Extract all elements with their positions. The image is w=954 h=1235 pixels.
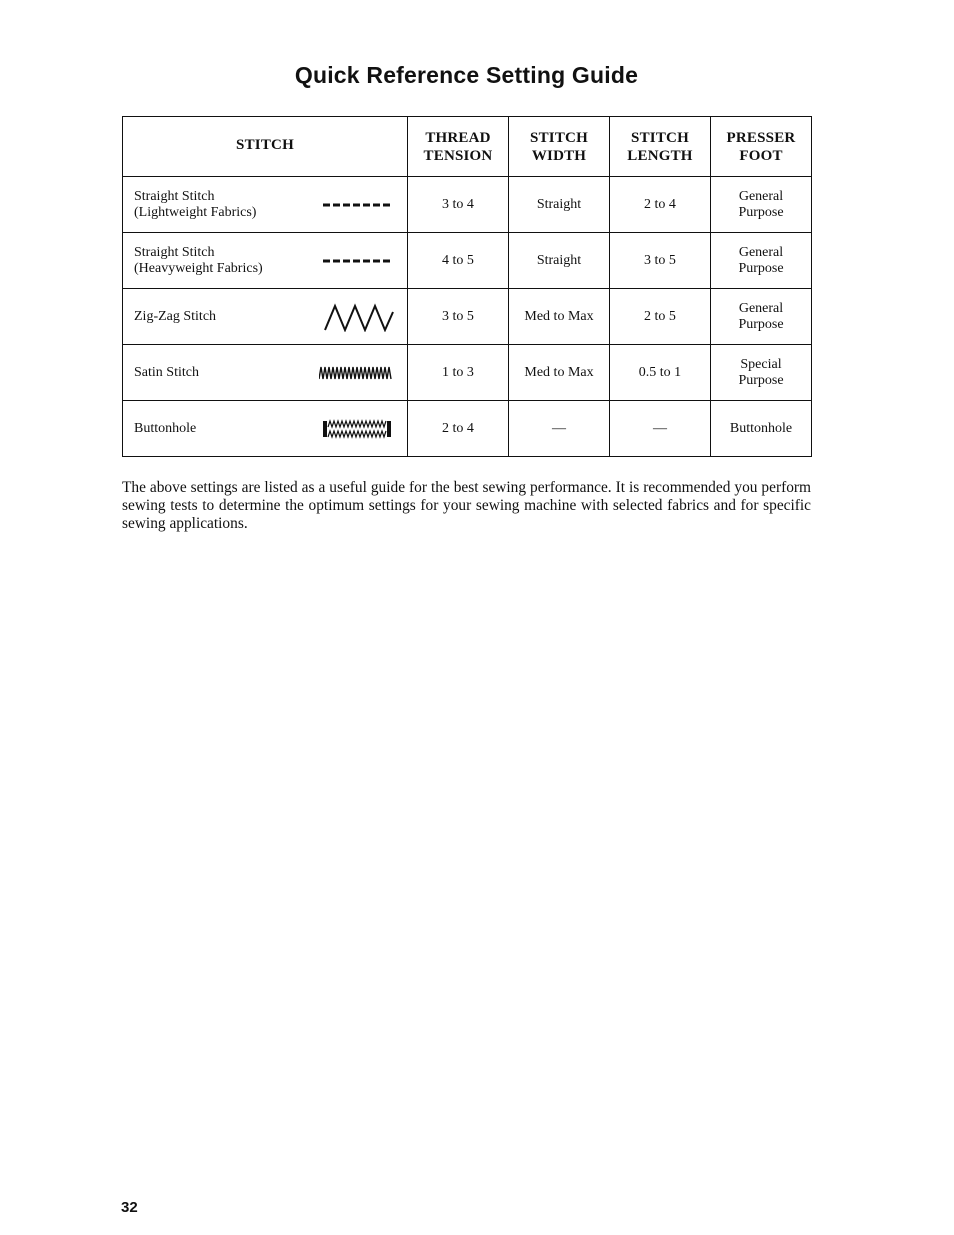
- thread-tension-cell: 3 to 4: [408, 177, 509, 233]
- thread-tension-cell: 3 to 5: [408, 289, 509, 345]
- stitch-width-cell: Med to Max: [509, 289, 610, 345]
- table-row: [123, 345, 812, 401]
- stitch-length-cell: 3 to 5: [610, 233, 711, 289]
- thread-tension-cell: 4 to 5: [408, 233, 509, 289]
- stitch-length-cell: 0.5 to 1: [610, 345, 711, 401]
- header-stitch-length: STITCH LENGTH: [610, 117, 711, 177]
- header-thread-tension: THREAD TENSION: [408, 117, 509, 177]
- buttonhole-stitch-icon: [322, 419, 392, 439]
- header-stitch: STITCH: [123, 117, 408, 177]
- zigzag-stitch-icon: [323, 302, 395, 332]
- stitch-name-line1: Satin Stitch: [134, 364, 199, 380]
- header-stitch-width: STITCH WIDTH: [509, 117, 610, 177]
- stitch-length-cell: 2 to 5: [610, 289, 711, 345]
- stitch-name-line1: Straight Stitch: [134, 244, 215, 260]
- table-row: [123, 233, 812, 289]
- stitch-name-line1: Buttonhole: [134, 420, 197, 436]
- table-row: [123, 177, 812, 233]
- stitch-cell: [123, 401, 408, 457]
- settings-table: [122, 116, 812, 457]
- presser-foot-cell: Special Purpose: [711, 345, 812, 401]
- stitch-cell: [123, 345, 408, 401]
- presser-foot-cell: Buttonhole: [711, 401, 812, 457]
- stitch-name-line1: Straight Stitch: [134, 188, 215, 204]
- presser-foot-cell: General Purpose: [711, 289, 812, 345]
- straight-stitch-icon: [323, 202, 393, 208]
- stitch-cell: [123, 177, 408, 233]
- stitch-width-cell: Straight: [509, 177, 610, 233]
- straight-stitch-icon: [323, 258, 393, 264]
- stitch-name-line1: Zig-Zag Stitch: [134, 308, 217, 324]
- table-row: [123, 401, 812, 457]
- stitch-name-line2: (Lightweight Fabrics): [134, 204, 257, 220]
- table-header-row: [123, 117, 812, 177]
- page-title: Quick Reference Setting Guide: [294, 62, 639, 88]
- presser-foot-cell: General Purpose: [711, 233, 812, 289]
- stitch-width-cell: Straight: [509, 233, 610, 289]
- guide-paragraph: The above settings are listed as a useful guide for the best sewing performance. It is recommended you perform sewing tests to determine the optimum settings for your sewing machine with selected fabrics and for specific sewing applications.: [122, 479, 811, 533]
- stitch-name-line2: (Heavyweight Fabrics): [134, 260, 263, 276]
- header-presser-foot: PRESSER FOOT: [711, 117, 812, 177]
- thread-tension-cell: 2 to 4: [408, 401, 509, 457]
- thread-tension-cell: 1 to 3: [408, 345, 509, 401]
- stitch-length-cell: —: [610, 401, 711, 457]
- satin-stitch-icon: [319, 366, 393, 380]
- stitch-cell: [123, 289, 408, 345]
- stitch-cell: [123, 233, 408, 289]
- stitch-length-cell: 2 to 4: [610, 177, 711, 233]
- page-number: 32: [121, 1199, 138, 1216]
- table-row: [123, 289, 812, 345]
- stitch-width-cell: —: [509, 401, 610, 457]
- presser-foot-cell: General Purpose: [711, 177, 812, 233]
- stitch-width-cell: Med to Max: [509, 345, 610, 401]
